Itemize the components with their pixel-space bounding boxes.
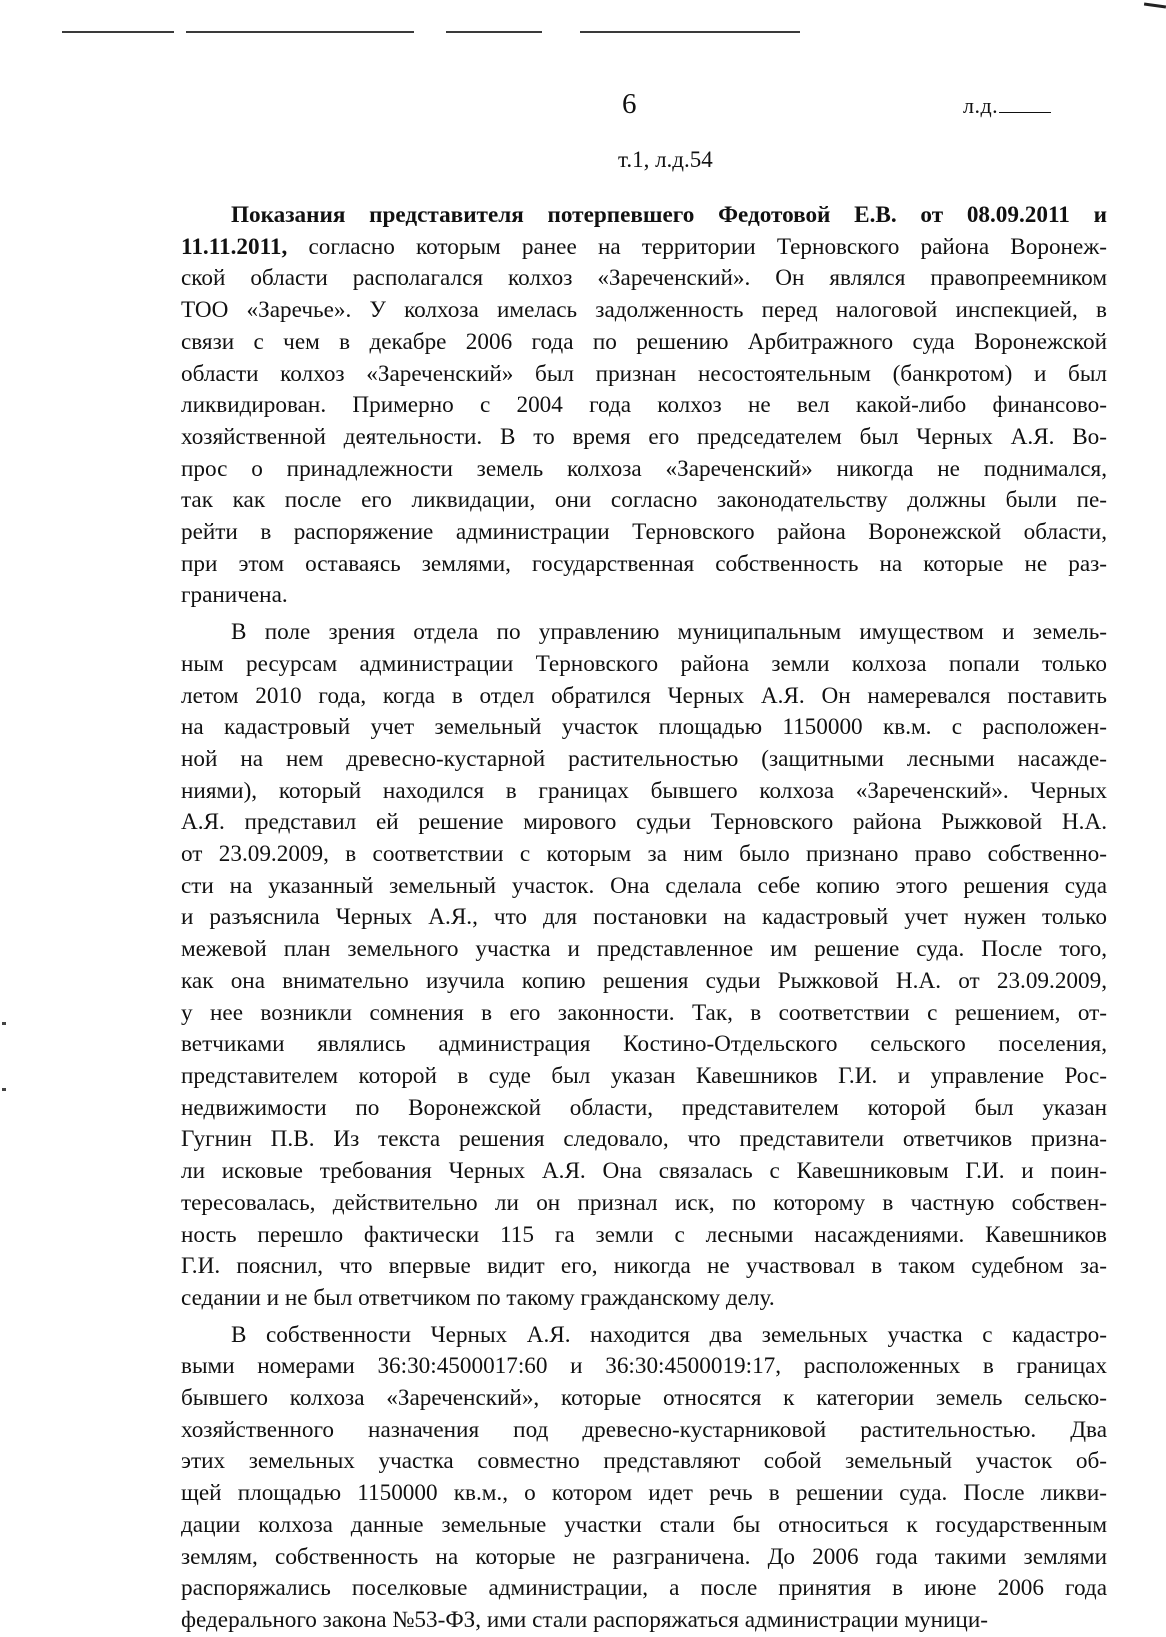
line-text: недвижимости по Воронежской области, представителем которой был указан xyxy=(181,1094,1107,1121)
line-text: так как после его ликвидации, они согласно законодательству должны были пе- xyxy=(181,487,1107,514)
line-text: В собственности Черных А.Я. находится два земельных участка с кадастро- xyxy=(231,1321,1107,1348)
text-line xyxy=(181,232,1107,264)
line-text: на кадастровый учет земельный участок площадью 1150000 кв.м. с расположен- xyxy=(181,714,1107,741)
line-text: хозяйственного назначения под древесно-кустарниковой растительностью. Два xyxy=(181,1416,1107,1443)
text-line xyxy=(181,517,1107,549)
sheet-number-blank xyxy=(999,112,1051,113)
line-text: ветчиками являлись администрация Костино-Отдельского сельского поселения, xyxy=(181,1031,1107,1058)
line-text: области колхоз «Зареченский» был признан несостоятельным (банкротом) и был xyxy=(181,360,1107,387)
scan-edge-mark xyxy=(2,1088,6,1091)
text-line xyxy=(181,966,1107,998)
line-text: сти на указанный земельный участок. Она сделала себе копию этого решения суда xyxy=(181,872,1107,899)
line-text: ТОО «Заречье». У колхоза имелась задолженность перед налоговой инспекцией, в xyxy=(181,297,1107,324)
line-text: федерального закона №53-ФЗ, ими стали распоряжаться администрации муници- xyxy=(181,1606,988,1633)
text-line xyxy=(181,1478,1107,1510)
scan-artifact-line xyxy=(62,31,174,33)
text-line xyxy=(181,295,1107,327)
line-text: дации колхоза данные земельные участки стали бы относиться к государственным xyxy=(181,1511,1107,1538)
line-text: тересовалась, действительно ли он признал иск, по которому в частную собствен- xyxy=(181,1189,1107,1216)
text-line xyxy=(181,327,1107,359)
text-line xyxy=(181,617,1107,649)
text-line xyxy=(181,1251,1107,1283)
text-line xyxy=(181,580,1107,612)
text-line xyxy=(181,1320,1107,1352)
volume-sheet-reference: т.1, л.д.54 xyxy=(618,147,713,172)
line-text: как она внимательно изучила копию решения судьи Рыжковой Н.А. от 23.09.2009, xyxy=(181,967,1107,994)
line-text: связи с чем в декабре 2006 года по решению Арбитражного суда Воронежской xyxy=(181,328,1107,355)
line-text: В поле зрения отдела по управлению муниципальным имуществом и земель- xyxy=(231,619,1107,646)
text-line xyxy=(181,549,1107,581)
text-line xyxy=(181,1383,1107,1415)
line-text: выми номерами 36:30:4500017:60 и 36:30:4500019:17, расположенных в границах xyxy=(181,1353,1107,1380)
text-line xyxy=(181,1542,1107,1574)
line-text: Г.И. пояснил, что впервые видит его, никогда не участвовал в таком судебном за- xyxy=(181,1253,1107,1280)
text-line xyxy=(181,485,1107,517)
line-text: бывшего колхоза «Зареченский», которые относятся к категории земель сельско- xyxy=(181,1385,1107,1412)
document-body xyxy=(181,200,1107,1637)
text-line xyxy=(181,200,1107,232)
line-text: ной на нем древесно-кустарной растительностью (защитными лесными насажде- xyxy=(181,745,1107,772)
line-text: ность перешло фактически 115 га земли с лесными насаждениями. Кавешников xyxy=(181,1221,1107,1248)
text-line xyxy=(181,1510,1107,1542)
scan-artifact-line xyxy=(186,31,414,33)
text-line xyxy=(181,359,1107,391)
paragraph xyxy=(181,200,1107,612)
scan-edge-mark xyxy=(2,1022,6,1025)
text-line xyxy=(181,390,1107,422)
sheet-number-label: л.д. xyxy=(963,93,999,118)
text-line xyxy=(181,1573,1107,1605)
line-text: этих земельных участка совместно представляют собой земельный участок об- xyxy=(181,1448,1107,1475)
line-text: ным ресурсам администрации Терновского района земли колхоза попали только xyxy=(181,650,1107,677)
text-line xyxy=(181,263,1107,295)
line-text: седании и не был ответчиком по такому гражданскому делу. xyxy=(181,1284,775,1311)
text-line xyxy=(181,839,1107,871)
bold-heading-text: Показания представителя потерпевшего Федотовой Е.В. от 08.09.2011 и xyxy=(231,202,1107,228)
paragraph xyxy=(181,617,1107,1314)
text-line xyxy=(181,1029,1107,1061)
sheet-number-field xyxy=(963,93,1051,119)
text-line xyxy=(181,902,1107,934)
text-line xyxy=(181,422,1107,454)
line-text: летом 2010 года, когда в отдел обратился Черных А.Я. Он намеревался поставить xyxy=(181,682,1107,709)
line-text: хозяйственной деятельности. В то время его председателем был Черных А.Я. Во- xyxy=(181,423,1107,450)
text-line xyxy=(181,1124,1107,1156)
line-text: ниями), который находился в границах бывшего колхоза «Зареченский». Черных xyxy=(181,777,1107,804)
line-text: от 23.09.2009, в соответствии с которым за ним было признано право собственно- xyxy=(181,841,1107,868)
text-line xyxy=(181,871,1107,903)
line-text: ликвидирован. Примерно с 2004 года колхоз не вел какой-либо финансово- xyxy=(181,392,1107,419)
text-line xyxy=(181,649,1107,681)
paragraph xyxy=(181,1320,1107,1637)
text-line xyxy=(181,712,1107,744)
line-text: землям, собственность на которые не разграничена. До 2006 года такими землями xyxy=(181,1543,1107,1570)
text-line xyxy=(181,744,1107,776)
text-line xyxy=(181,681,1107,713)
text-line xyxy=(181,1446,1107,1478)
text-line xyxy=(181,1156,1107,1188)
line-text: граничена. xyxy=(181,582,288,609)
line-text: и разъяснила Черных А.Я., что для постановки на кадастровый учет нужен только xyxy=(181,904,1107,931)
bold-heading-text: 11.11.2011, xyxy=(181,233,288,260)
text-line xyxy=(181,1220,1107,1252)
line-text: щей площадью 1150000 кв.м., о котором идет речь в решении суда. После ликви- xyxy=(181,1480,1107,1507)
scan-artifact-line xyxy=(580,31,800,33)
text-line xyxy=(181,454,1107,486)
line-text: при этом оставаясь землями, государственная собственность на которые не раз- xyxy=(181,550,1107,577)
text-line xyxy=(181,1351,1107,1383)
text-line xyxy=(181,934,1107,966)
line-text: у нее возникли сомнения в его законности. Так, в соответствии с решением, от- xyxy=(181,999,1107,1026)
page-number: 6 xyxy=(622,88,637,120)
line-text: межевой план земельного участка и представленное им решение суда. После того, xyxy=(181,936,1107,963)
line-text: ли исковые требования Черных А.Я. Она связалась с Кавешниковым Г.И. и поин- xyxy=(181,1158,1107,1185)
text-line xyxy=(181,776,1107,808)
line-text: представителем которой в суде был указан Кавешников Г.И. и управление Рос- xyxy=(181,1062,1107,1089)
line-text: рейти в распоряжение администрации Терновского района Воронежской области, xyxy=(181,519,1107,546)
scan-corner-mark xyxy=(1144,2,1166,8)
text-line xyxy=(181,1061,1107,1093)
text-line xyxy=(181,1283,1107,1315)
line-text: распоряжались поселковые администрации, а после принятия в июне 2006 года xyxy=(181,1575,1107,1602)
line-text: согласно которым ранее на территории Терновского района Воронеж- xyxy=(287,233,1107,260)
text-line xyxy=(181,1415,1107,1447)
line-text: прос о принадлежности земель колхоза «Зареченский» никогда не поднимался, xyxy=(181,455,1107,482)
line-text: ской области располагался колхоз «Зареченский». Он являлся правопреемником xyxy=(181,265,1107,292)
scan-artifact-line xyxy=(446,31,542,33)
text-line xyxy=(181,998,1107,1030)
line-text: А.Я. представил ей решение мирового судьи Терновского района Рыжковой Н.А. xyxy=(181,809,1107,836)
text-line xyxy=(181,807,1107,839)
text-line xyxy=(181,1188,1107,1220)
text-line xyxy=(181,1093,1107,1125)
line-text: Гугнин П.В. Из текста решения следовало, что представители ответчиков призна- xyxy=(181,1126,1107,1153)
text-line xyxy=(181,1605,1107,1637)
